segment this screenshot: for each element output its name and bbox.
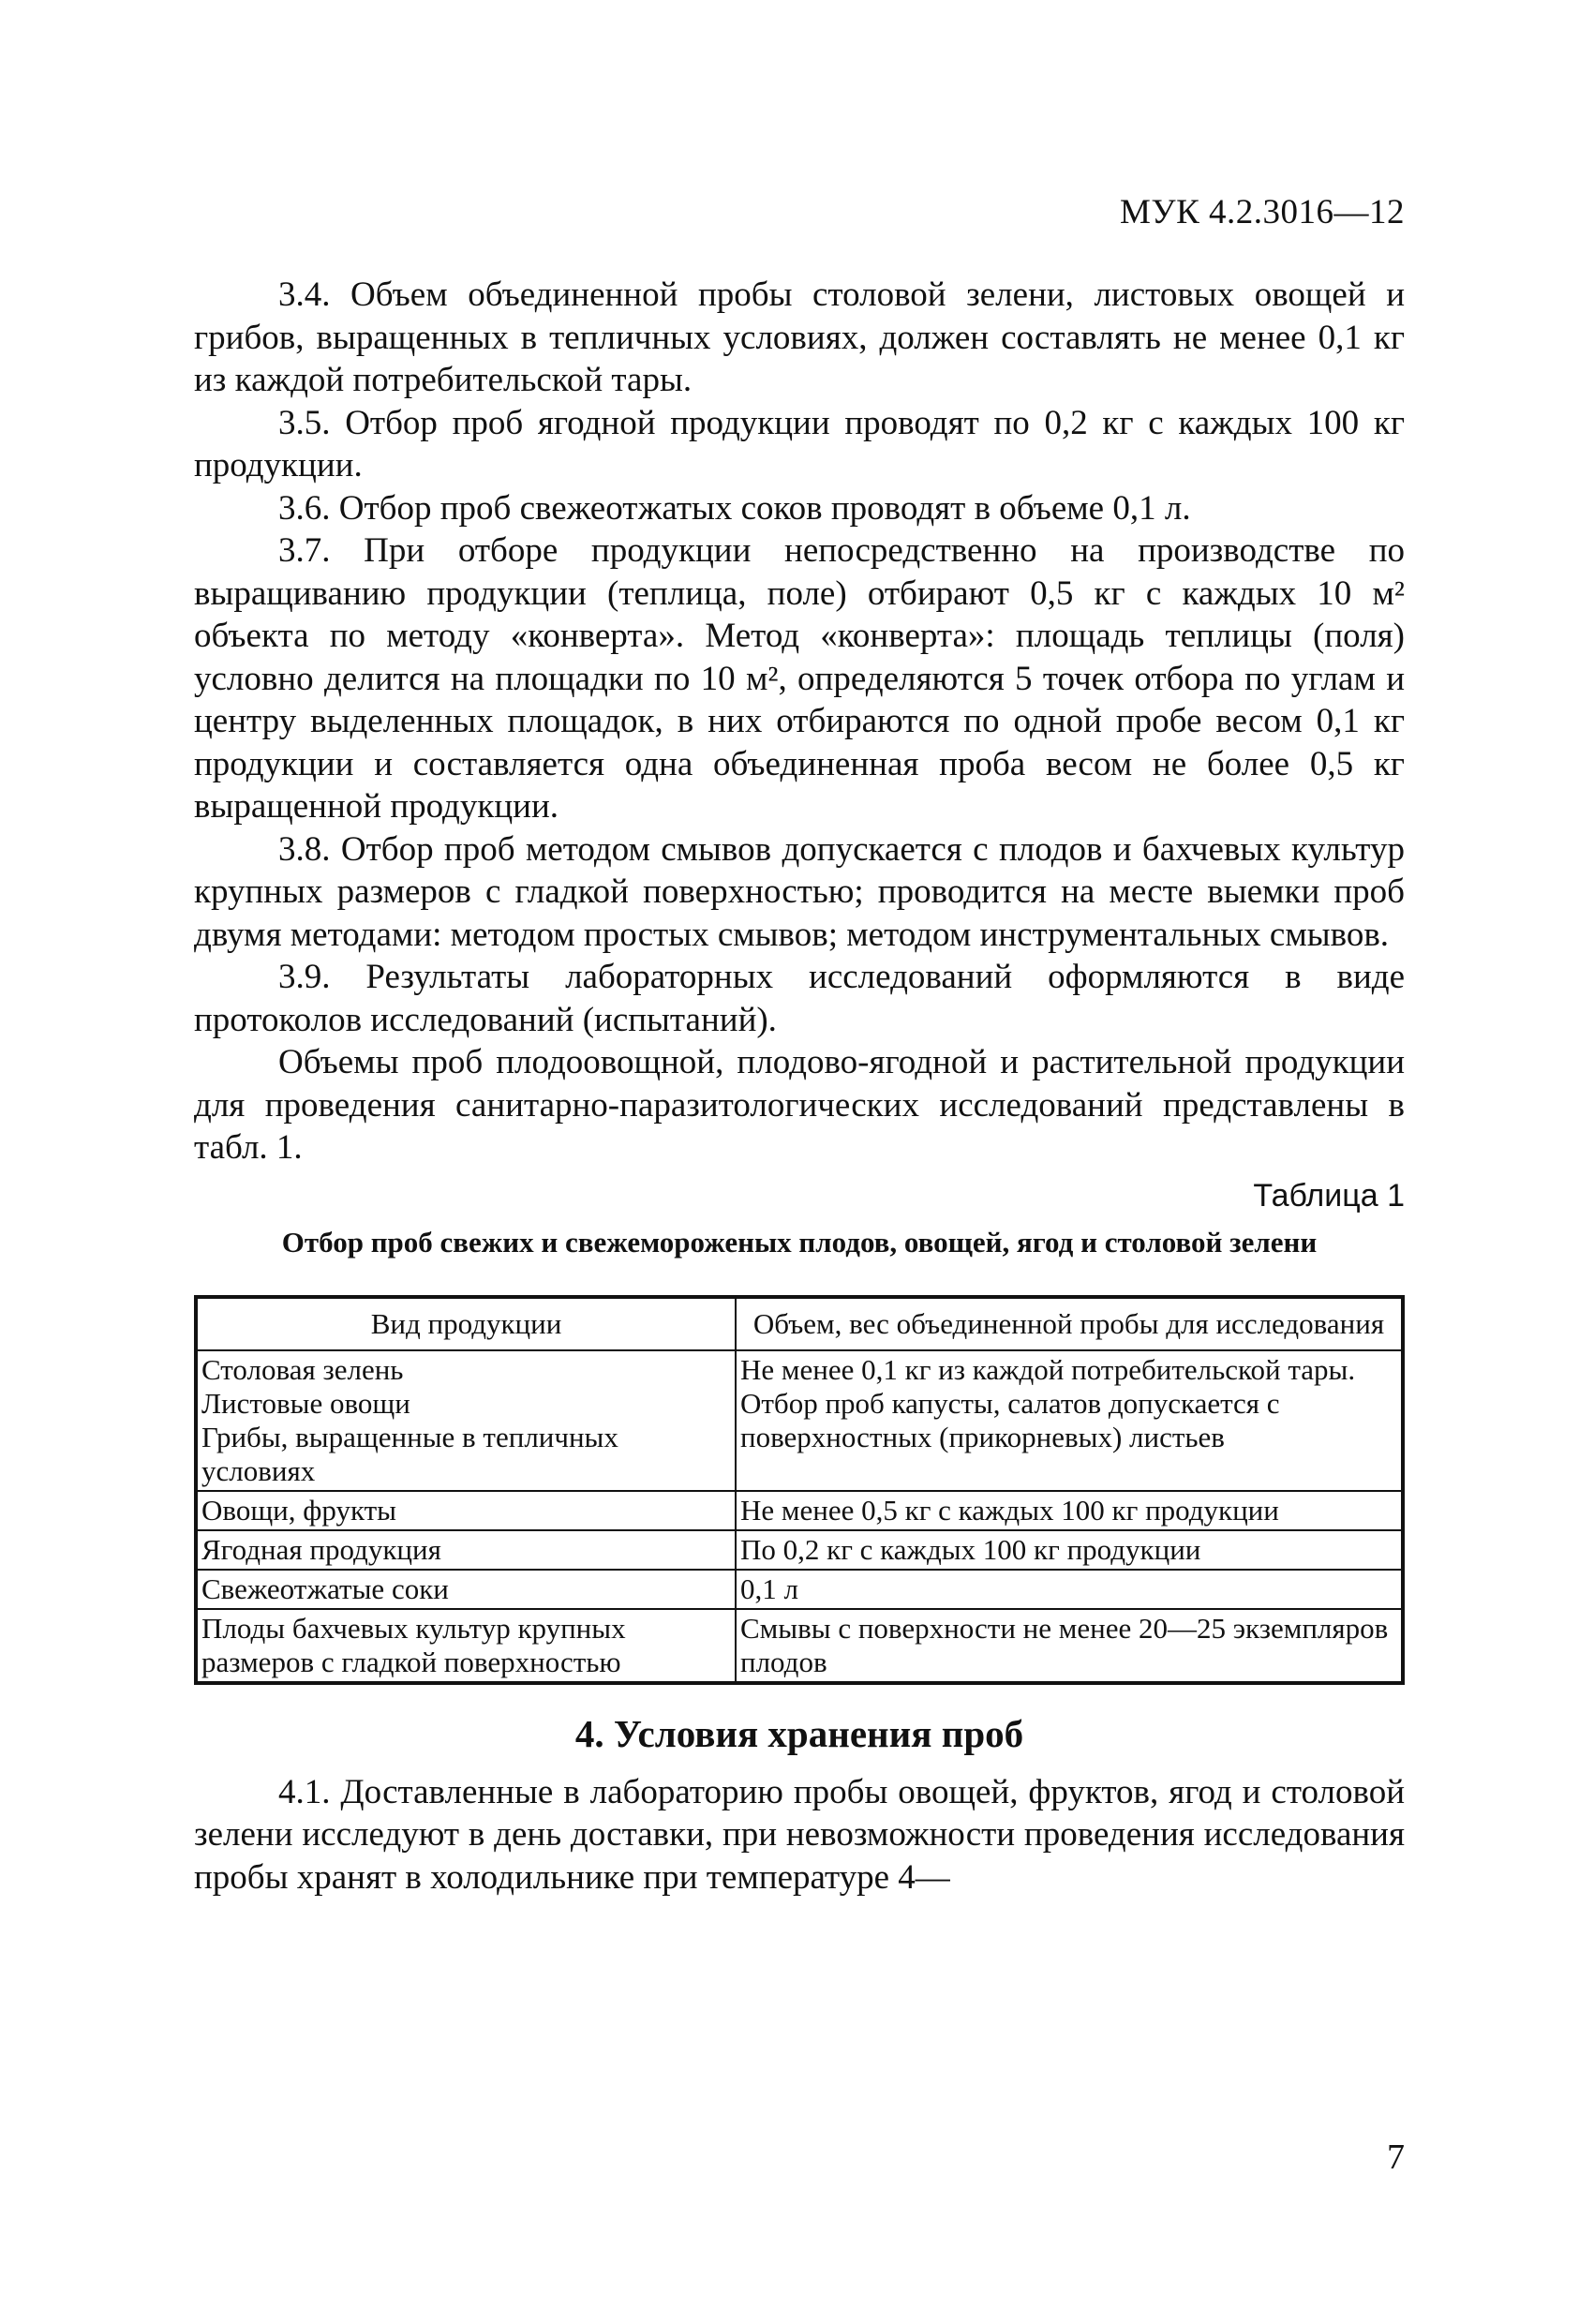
page-content — [194, 274, 1405, 1899]
table-cell-volume: По 0,2 кг с каждых 100 кг продукции — [736, 1530, 1403, 1570]
table-cell-product: Овощи, фрукты — [196, 1491, 736, 1530]
table-cell-product — [196, 1350, 736, 1491]
table-header-volume: Объем, вес объединенной пробы для исследования — [736, 1297, 1403, 1350]
table-cell-volume: 0,1 л — [736, 1570, 1403, 1609]
product-line: Столовая зелень — [201, 1352, 404, 1386]
paragraph-4-1: 4.1. Доставленные в лабораторию пробы овощей, фруктов, ягод и столовой зелени исследуют в день доставки, при невозможности проведения исследования пробы хранят в холодильнике при температуре 4— — [194, 1772, 1405, 1897]
table-cell-volume: Смывы с поверхности не менее 20—25 экземпляров плодов — [736, 1609, 1403, 1683]
table-cell-volume — [736, 1350, 1403, 1491]
table-cell-volume: Не менее 0,5 кг с каждых 100 кг продукции — [736, 1491, 1403, 1530]
document-code-header: МУК 4.2.3016—12 — [1119, 193, 1405, 231]
table-cell-product: Плоды бахчевых культур крупных размеров с гладкой поверхностью — [196, 1609, 736, 1683]
table-row — [196, 1609, 1403, 1683]
paragraph-3-7: 3.7. При отборе продукции непосредственно на производстве по выращиванию продукции (теплица, поле) отбирают 0,5 кг с каждых 10 м² объекта по методу «конверта». Метод «конверта»: площадь теплицы (поля) условно делится на площадки по 10 м², определяются 5 точек отбора по углам и центру выделенных площадок, в них отбираются по одной пробе весом 0,1 кг продукции и составляется одна объединенная проба весом не более 0,5 кг выращенной продукции. — [194, 531, 1405, 826]
section-4-heading: 4. Условия хранения проб — [574, 1711, 1024, 1755]
table-label: Таблица 1 — [1253, 1177, 1405, 1214]
product-line: Листовые овощи — [201, 1386, 410, 1420]
paragraph-3-4: 3.4. Объем объединенной пробы столовой зелени, листовых овощей и грибов, выращенных в тепличных условиях, должен составлять не менее 0,1 кг из каждой потребительской тары. — [194, 276, 1405, 399]
paragraph-3-5: 3.5. Отбор проб ягодной продукции проводят по 0,2 кг с каждых 100 кг продукции. — [194, 403, 1405, 484]
table-header-product: Вид продукции — [196, 1297, 736, 1350]
page-number: 7 — [1387, 2138, 1405, 2177]
paragraph-3-8: 3.8. Отбор проб методом смывов допускается с плодов и бахчевых культур крупных размеров с гладкой поверхностью; проводится на месте выемки проб двумя методами: методом простых смывов; методом инструментальных смывов. — [194, 829, 1405, 954]
table-row — [196, 1491, 1403, 1530]
table-row — [196, 1530, 1403, 1570]
product-line: Грибы, выращенные в тепличных условиях — [201, 1420, 618, 1487]
table-title: Отбор проб свежих и свежемороженых плодов, овощей, ягод и столовой зелени — [281, 1225, 1318, 1259]
table-row — [196, 1570, 1403, 1609]
sampling-table — [194, 1295, 1405, 1685]
paragraph-3-6: 3.6. Отбор проб свежеотжатых соков проводят в объеме 0,1 л. — [278, 488, 1191, 528]
table-cell-product: Свежеотжатые соки — [196, 1570, 736, 1609]
volume-line: Отбор проб капусты, салатов допускается с поверхностных (прикорневых) листьев — [740, 1386, 1280, 1453]
table-header-row — [196, 1297, 1403, 1350]
table-cell-product: Ягодная продукция — [196, 1530, 736, 1570]
paragraph-table-intro: Объемы проб плодоовощной, плодово-ягодной и растительной продукции для проведения санитарно-паразитологических исследований представлены в табл. 1. — [194, 1043, 1405, 1167]
table-row — [196, 1350, 1403, 1491]
paragraph-3-9: 3.9. Результаты лабораторных исследований оформляются в виде протоколов исследований (испытаний). — [194, 958, 1405, 1039]
volume-line: Не менее 0,1 кг из каждой потребительской тары. — [740, 1352, 1356, 1386]
